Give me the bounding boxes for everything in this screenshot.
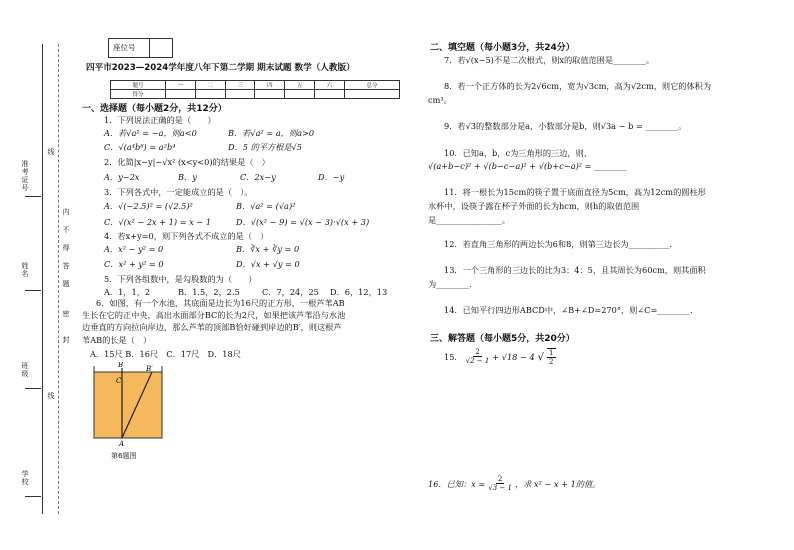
- seal-char: 内: [62, 208, 70, 216]
- seal-char: 得: [62, 244, 70, 252]
- q15-sqrt-den: 2: [549, 358, 554, 366]
- score-header: 三: [225, 81, 255, 90]
- q16-fraction: [488, 475, 512, 493]
- q2-stem: 2．化简|x−y|−√x² (x<y<0)的结果是（ ）: [104, 157, 270, 167]
- q6-line4: 苇AB的长是（ ）: [82, 335, 152, 345]
- q6-figure-caption: 第6题图: [111, 452, 137, 460]
- score-cell[interactable]: [166, 90, 196, 99]
- q16: [428, 471, 600, 497]
- score-table: [110, 80, 400, 99]
- exam-title: 四平市2023—2024学年度八年下第二学期 期末试题 数学（人教版）: [86, 63, 355, 73]
- q15-sqrt-sign: √: [537, 351, 545, 363]
- name-label: 姓名: [21, 262, 29, 278]
- score-header: 二: [195, 81, 225, 90]
- q2-option-c: C．2x−y: [240, 172, 276, 182]
- score-header: 一: [166, 81, 196, 90]
- score-cell[interactable]: [285, 90, 315, 99]
- score-header: 题号: [111, 81, 166, 90]
- q15-sqrt-num: 1: [549, 349, 554, 357]
- q8-line1: 8．若一个正方体的长为2√6cm，宽为√3cm，高为√2cm，则它的体积为: [444, 81, 712, 91]
- q15-frac-num: 2: [475, 348, 480, 356]
- q4-stem: 4．若x+y=0，则下列各式不成立的是（ ）: [104, 231, 269, 241]
- q13-line2: 为________.: [428, 279, 472, 289]
- seat-label-cell: [108, 38, 150, 58]
- q15: [444, 344, 556, 370]
- score-cell[interactable]: [255, 90, 285, 99]
- q8-line2: cm³。: [428, 95, 452, 105]
- seal-char: 不: [62, 226, 70, 234]
- q6-figure: [88, 362, 178, 446]
- q4-option-b: B．∛x + ∛y = 0: [236, 244, 300, 254]
- school-blank[interactable]: [25, 496, 41, 497]
- school-label: 学校: [21, 470, 29, 486]
- q5-option-d: D．6，12，13: [330, 287, 388, 297]
- q12: 12．若直角三角形的两边长为6和8，则第三边长为__________．: [444, 239, 678, 249]
- q16-frac-den: √3 − 1: [488, 484, 512, 492]
- q9: 9．若√3的整数部分是a，小数部分是b，则√3a − b = ________。: [444, 121, 687, 131]
- exam-id-label: 准考证号: [21, 160, 29, 192]
- q2-option-d: D．−y: [318, 172, 345, 182]
- seal-char: 题: [62, 280, 70, 288]
- q11-line2: 水杯中，设筷子露在杯子外面的长为hcm，则h的取值范围: [428, 201, 640, 211]
- score-cell[interactable]: [195, 90, 225, 99]
- q6-line2: 生长在它的正中央，高出水面部分BC的长为2尺，如果把该芦苇沿与水池: [82, 310, 346, 320]
- q10-line1: 10．已知a，b，c为三角形的三边，则、: [444, 148, 592, 158]
- label-c: C: [116, 377, 122, 385]
- score-cell[interactable]: [315, 90, 345, 99]
- q2-option-a: A．y−2x: [104, 172, 140, 182]
- score-header: 六: [315, 81, 345, 90]
- q15-fraction: [466, 348, 490, 366]
- q4-option-c: C．x² + y² = 0: [104, 259, 164, 269]
- q5-option-b: B．1.5，2，2.5: [178, 287, 240, 297]
- q1-stem: 1．下列说法正确的是（ ）: [104, 115, 216, 125]
- seal-char: 线: [47, 392, 55, 400]
- q3-option-b: B．√a² = (√a)²: [236, 201, 296, 211]
- seal-char: 答: [62, 262, 70, 270]
- q4-option-d: D．√x + √y = 0: [236, 259, 300, 269]
- q15-number: 15．: [444, 351, 463, 362]
- q16-prefix: 16．已知：x =: [428, 478, 486, 489]
- q3-option-d: D．√(x² − 9) = √(x − 3)·√(x + 3): [236, 217, 370, 227]
- seal-char: 封: [62, 336, 70, 344]
- label-a: A: [119, 440, 125, 446]
- class-label: 班级: [21, 362, 29, 378]
- q14: 14．已知平行四边形ABCD中，∠B+∠D=270°，则∠C=________.: [444, 305, 693, 315]
- q3-option-a: A．√(−2.5)² = (√2.5)²: [104, 201, 193, 211]
- q1-option-a: A．若√a² = −a，则a<0: [104, 128, 197, 138]
- q10-line2: √(a+b−c)² + √(b−c−a)² + √(b+c−a)² = ________: [428, 161, 627, 171]
- q7: 7．若√(x−5)不是二次根式，则x的取值范围是________。: [444, 55, 655, 65]
- q15-middle: + √18 − 4: [492, 351, 535, 362]
- q3-stem: 3．下列各式中，一定能成立的是（ ）。: [104, 187, 253, 197]
- q4-option-a: A．x² − y² = 0: [104, 244, 164, 254]
- q11-line3: 是________________。: [428, 215, 510, 225]
- q5-option-a: A．1，1，2: [104, 287, 151, 297]
- q1-option-c: C．√(a⁴b⁸) = a²b⁴: [104, 142, 176, 152]
- score-header: 总分: [344, 81, 399, 90]
- q6-line1: 6．如图，有一个水池，其底面是边长为16尺的正方形，一根芦苇AB: [96, 298, 345, 308]
- seal-char: 线: [47, 148, 55, 156]
- class-blank[interactable]: [25, 388, 41, 389]
- section1-title: 一、选择题（每小题2分，共12分）: [82, 104, 227, 114]
- score-header: 四: [255, 81, 285, 90]
- q6-line3: 边垂直的方向拉向岸边，那么芦苇的顶部B恰好碰到岸边的B′，则这根芦: [82, 322, 342, 332]
- q15-frac-den: √2 − 1: [465, 357, 490, 365]
- q16-frac-num: 2: [497, 475, 503, 483]
- q11-line1: 11．将一根长为15cm的筷子置于底面直径为5cm，高为12cm的圆柱形: [444, 187, 706, 197]
- score-row-label: 得分: [111, 90, 166, 99]
- q2-option-b: B．y: [178, 172, 197, 182]
- seat-number-field[interactable]: [149, 38, 173, 58]
- seal-dashed-line: [58, 44, 59, 514]
- q1-option-d: D．5 的平方根是√5: [228, 142, 302, 152]
- section3-title: 三、解答题（每小题5分，共20分）: [430, 334, 575, 344]
- seal-char: 密: [62, 310, 70, 318]
- q5-option-c: C．7，24，25: [262, 287, 319, 297]
- q16-suffix: ，求 x² − x + 1的值。: [514, 478, 601, 489]
- q13-line1: 13．一个三角形的三边长的比为3：4：5，且其周长为60cm，则其面积: [444, 265, 706, 275]
- q1-option-b: B．若√a² = a，则a>0: [228, 128, 315, 138]
- score-cell[interactable]: [225, 90, 255, 99]
- q15-sqrt-fraction: [547, 348, 555, 366]
- q5-stem: 5．下列各组数中，是勾股数的为（ ）: [104, 274, 257, 284]
- seat-label: 座位号: [113, 43, 136, 52]
- binding-line: [42, 44, 43, 514]
- section2-title: 二、填空题（每小题3分，共24分）: [430, 43, 575, 53]
- exam-id-blank[interactable]: [25, 196, 41, 197]
- water-pool: [94, 372, 162, 438]
- name-blank[interactable]: [25, 290, 41, 291]
- q3-option-c: C．√(x² − 2x + 1) = x − 1: [104, 217, 212, 227]
- score-cell[interactable]: [344, 90, 399, 99]
- label-b-prime: B′: [146, 365, 153, 373]
- q6-options: A．15尺 B．16尺 C．17尺 D．18尺: [90, 349, 241, 359]
- score-header: 五: [285, 81, 315, 90]
- label-b: B: [118, 362, 124, 369]
